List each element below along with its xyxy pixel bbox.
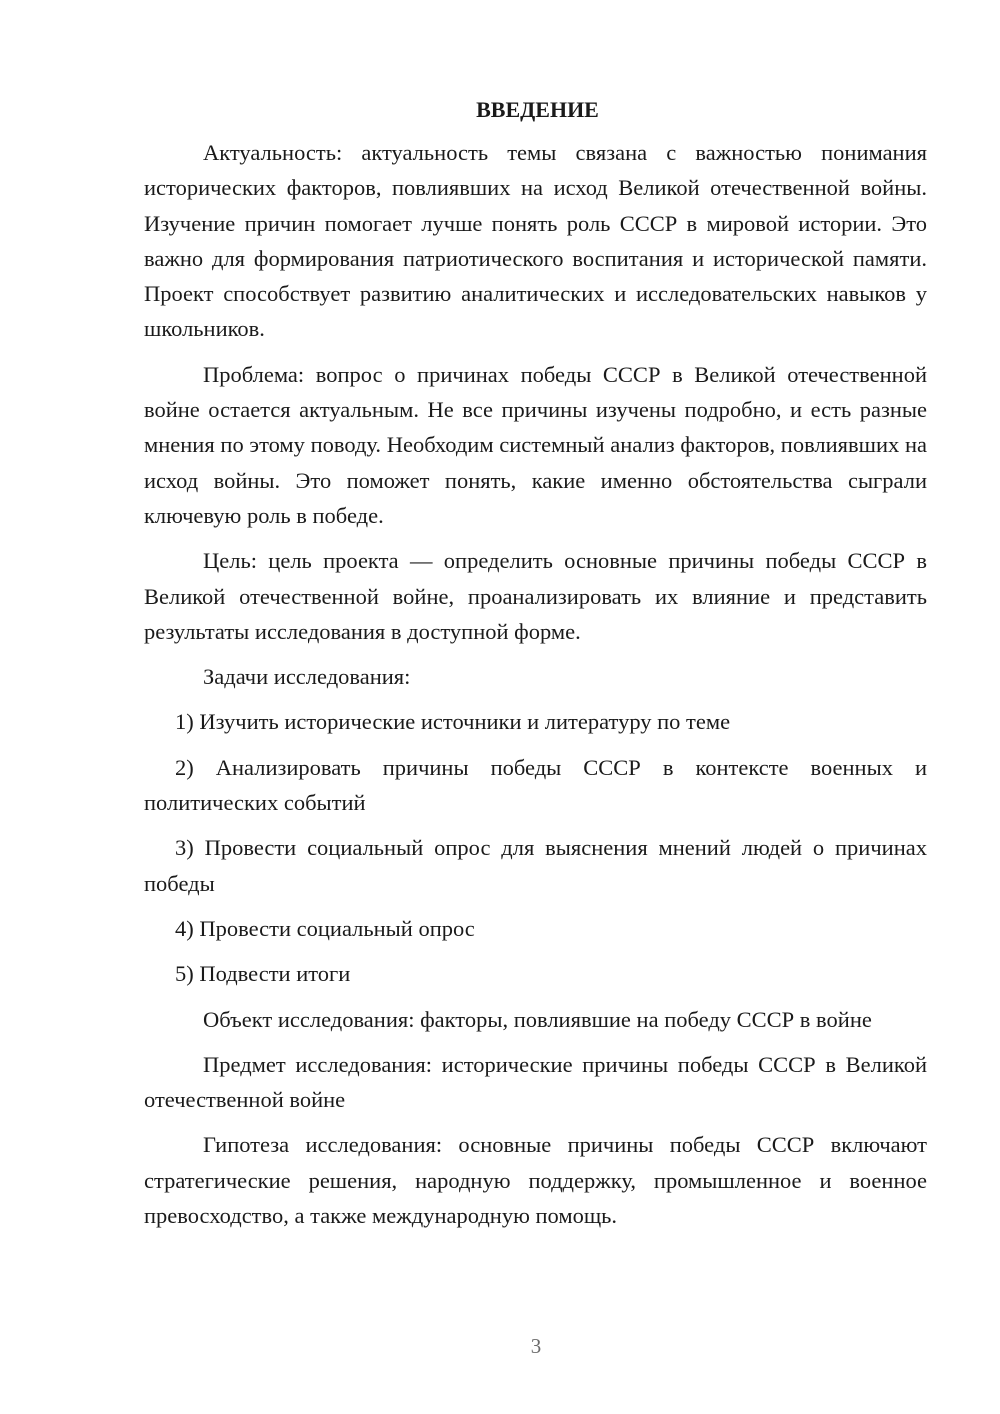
problem-paragraph: Проблема: вопрос о причинах победы СССР в Великой отечественной войне остается актуальным. Не все причины изучены подробно, и есть разные мнения по этому поводу. Необходим системный анализ факторов, повлиявших на исход войны. Это поможет понять, какие именно обстоятельства сыграли ключевую роль в победе.: [144, 361, 927, 528]
page-title: ВВЕДЕНИЕ: [476, 97, 599, 122]
page-number: 3: [530, 1334, 542, 1358]
task-item-2: 2) Анализировать причины победы СССР в контексте военных и политических событий: [144, 754, 927, 816]
relevance-paragraph: Актуальность: актуальность темы связана с важностью понимания исторических факторов, повлиявших на исход Великой отечественной войны. Изучение причин помогает лучше понять роль СССР в мировой истории. Это важно для формирования патриотического воспитания и исторической памяти. Проект способствует развитию аналитических и исследовательских навыков у школьников.: [144, 140, 927, 342]
goal-paragraph: Цель: цель проекта — определить основные причины победы СССР в Великой отечественной войне, проанализировать их влияние и представить результаты исследования в доступной форме.: [144, 548, 927, 644]
tasks-heading: Задачи исследования:: [203, 664, 411, 690]
task-item-1: 1) Изучить исторические источники и литературу по теме: [175, 709, 731, 735]
task-item-4: 4) Провести социальный опрос: [175, 915, 475, 941]
research-object-paragraph: Объект исследования: факторы, повлиявшие на победу СССР в войне: [203, 1006, 872, 1032]
page-body: [144, 94, 927, 1243]
task-item-3: 3) Провести социальный опрос для выяснения мнений людей о причинах победы: [144, 835, 927, 896]
task-item-5: 5) Подвести итоги: [175, 961, 351, 987]
hypothesis-paragraph: Гипотеза исследования: основные причины победы СССР включают стратегические решения, народную поддержку, промышленное и военное превосходство, а также международную помощь.: [144, 1132, 927, 1229]
research-subject-paragraph: Предмет исследования: исторические причины победы СССР в Великой отечественной войне: [144, 1051, 927, 1113]
